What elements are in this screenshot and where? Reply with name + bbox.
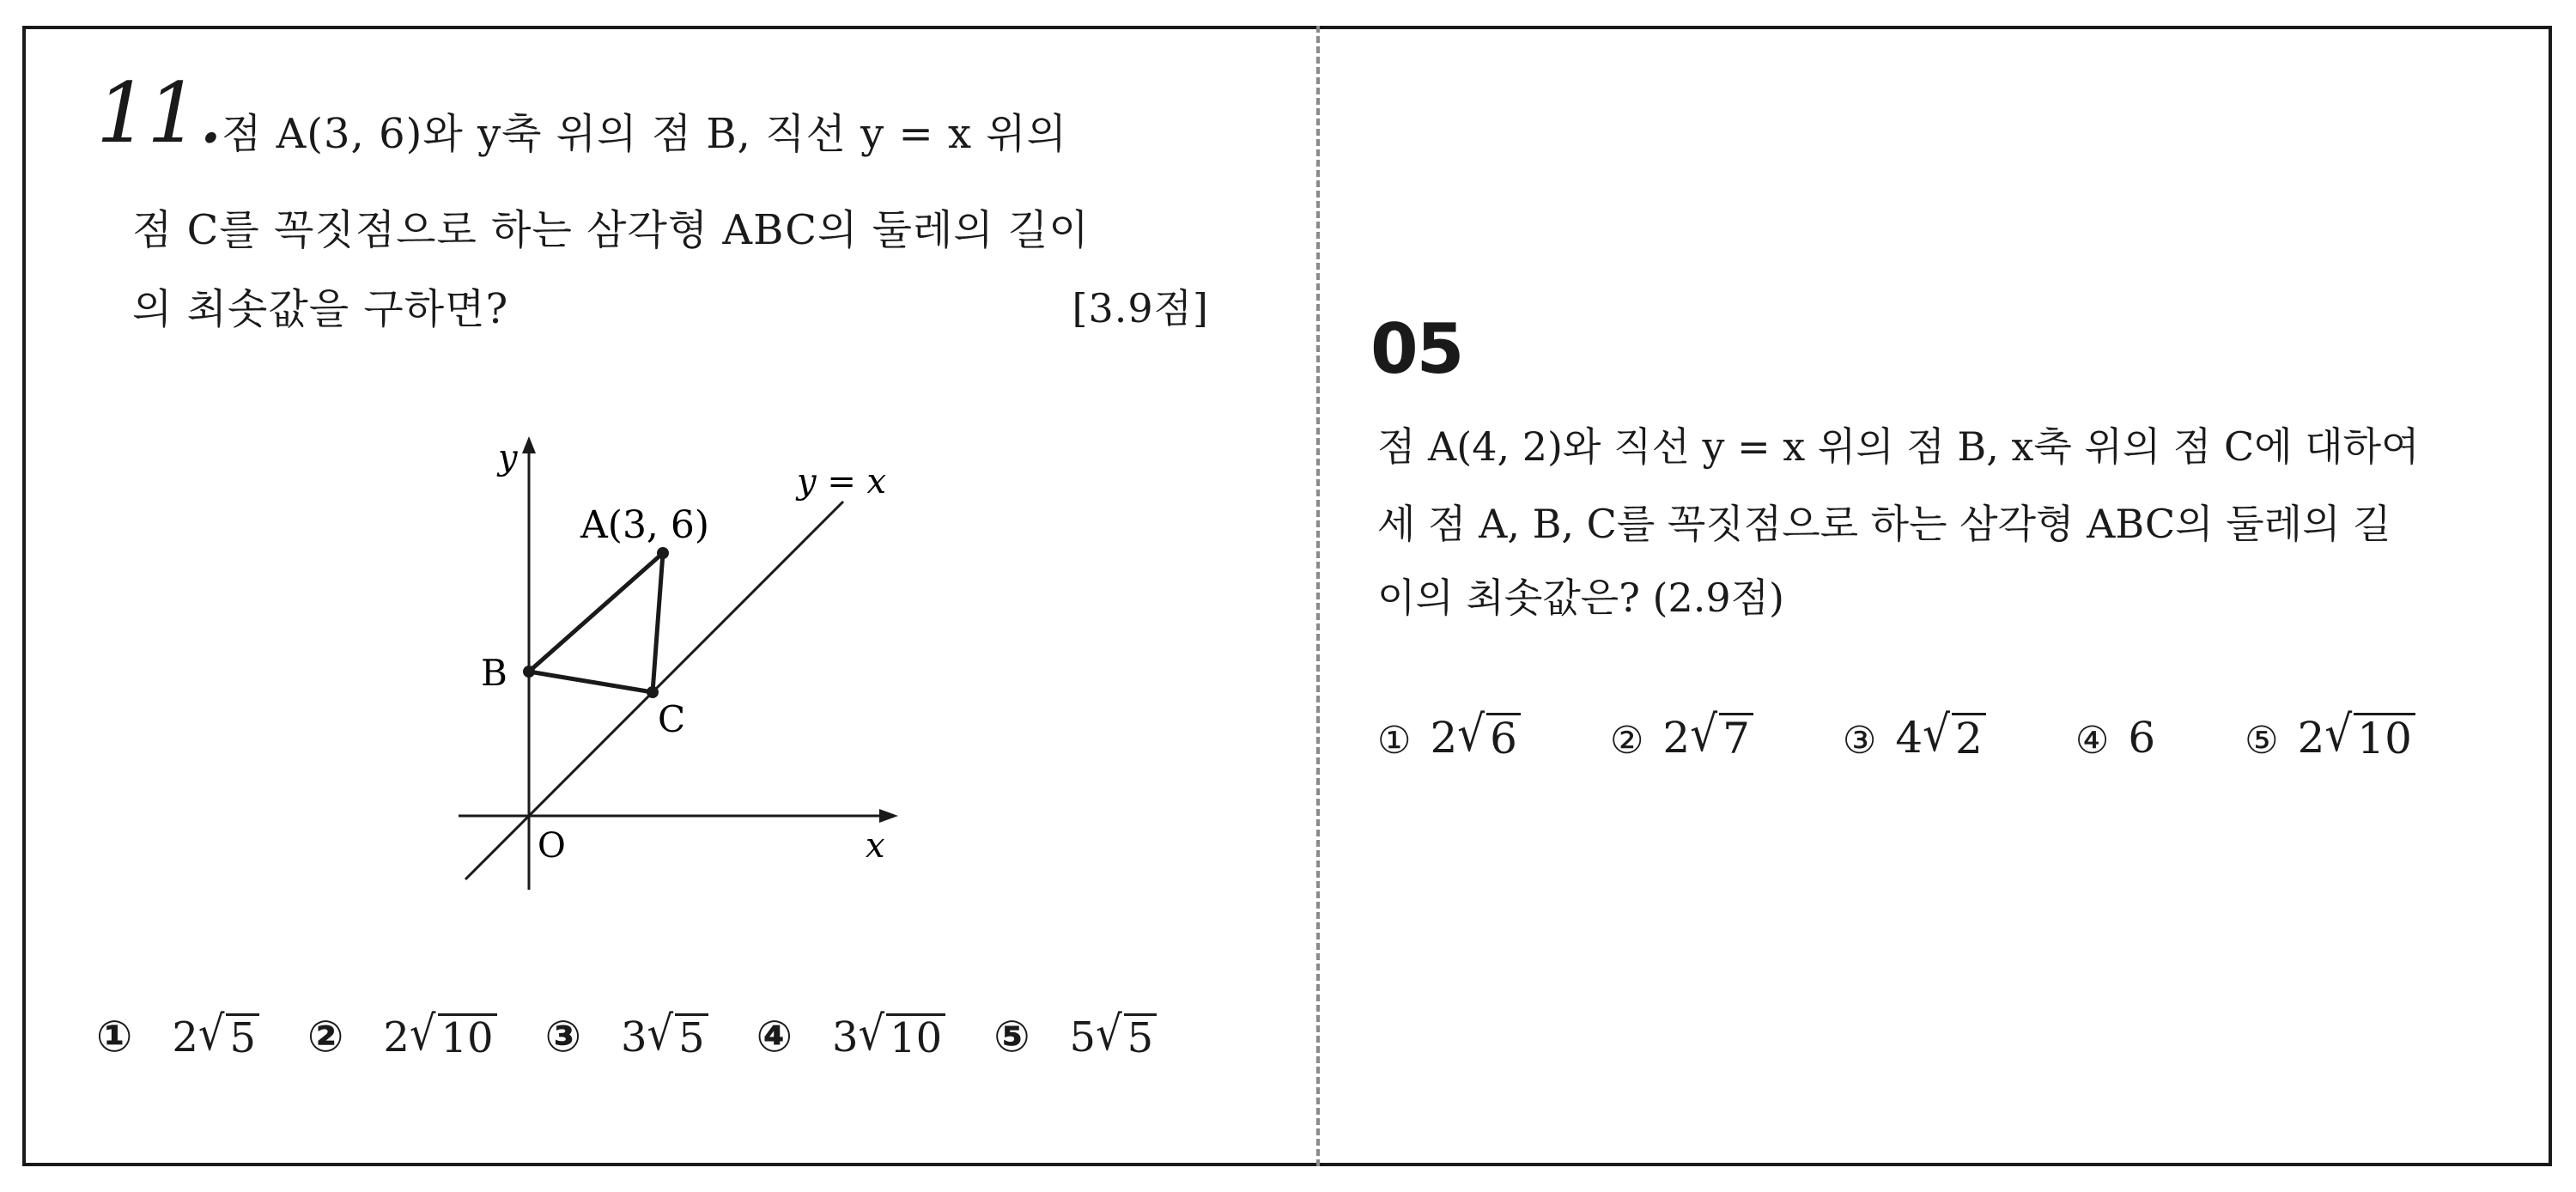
left-question-line-2: 점 C를 꼭짓점으로 하는 삼각형 ABC의 둘레의 길이: [132, 206, 1090, 254]
point-b: [523, 666, 535, 678]
right-choice-3-number: ③: [1842, 719, 1877, 763]
point-b-label: B: [481, 652, 507, 694]
left-question-points: [3.9점]: [1072, 285, 1209, 331]
right-choice-4-number: ④: [2075, 719, 2110, 763]
point-c: [647, 686, 659, 698]
right-question-number: 05: [1370, 309, 1463, 389]
right-choice-3[interactable]: 4 √ 2: [1895, 713, 1986, 763]
right-choice-4[interactable]: 6: [2128, 713, 2156, 763]
column-divider: [1316, 26, 1320, 1166]
left-choices: [96, 1006, 1205, 1063]
line-label: y = x: [797, 462, 887, 502]
page-frame: [22, 26, 2552, 1166]
right-choice-1-number: ①: [1377, 719, 1412, 763]
left-choice-4[interactable]: 3 √ 10: [832, 1013, 945, 1061]
right-question-line-3: 이의 최솟값은? (2.9점): [1377, 575, 1785, 621]
left-choice-1-number: ①: [96, 1012, 133, 1061]
origin-label: O: [538, 826, 566, 866]
y-axis-arrow: [522, 436, 536, 453]
right-choice-1[interactable]: 2 √ 6: [1430, 713, 1521, 763]
left-question-number: 11.: [96, 65, 222, 161]
point-a: [657, 547, 669, 559]
left-question-line-3: 의 최솟값을 구하면?: [132, 285, 509, 333]
left-choice-3[interactable]: 3 √ 5: [621, 1013, 708, 1061]
left-choice-2-number: ②: [307, 1012, 344, 1061]
left-choice-5[interactable]: 5 √ 5: [1070, 1013, 1157, 1061]
left-choice-1[interactable]: 2 √ 5: [172, 1013, 259, 1061]
right-choice-5[interactable]: 2 √ 10: [2298, 713, 2415, 763]
right-choice-2[interactable]: 2 √ 7: [1662, 713, 1753, 763]
right-question-line-1: 점 A(4, 2)와 직선 y = x 위의 점 B, x축 위의 점 C에 대하여: [1377, 423, 2420, 470]
right-choices: [1377, 705, 2505, 763]
x-axis-label: x: [866, 826, 885, 866]
point-c-label: C: [658, 698, 686, 740]
right-choice-5-number: ⑤: [2245, 719, 2279, 763]
triangle-abc: [529, 553, 663, 692]
left-choice-3-number: ③: [544, 1012, 581, 1061]
left-choice-5-number: ⑤: [993, 1012, 1030, 1061]
y-axis-label: y: [498, 438, 518, 477]
x-axis-arrow: [879, 809, 898, 823]
coordinate-figure: [447, 429, 927, 910]
left-choice-2[interactable]: 2 √ 10: [383, 1013, 496, 1061]
left-question-line-1: 점 A(3, 6)와 y축 위의 점 B, 직선 y = x 위의: [222, 110, 1068, 158]
right-choice-2-number: ②: [1609, 719, 1644, 763]
left-choice-4-number: ④: [756, 1012, 793, 1061]
point-a-label: A(3, 6): [580, 503, 710, 547]
right-question-line-2: 세 점 A, B, C를 꼭짓점으로 하는 삼각형 ABC의 둘레의 길: [1377, 501, 2391, 547]
